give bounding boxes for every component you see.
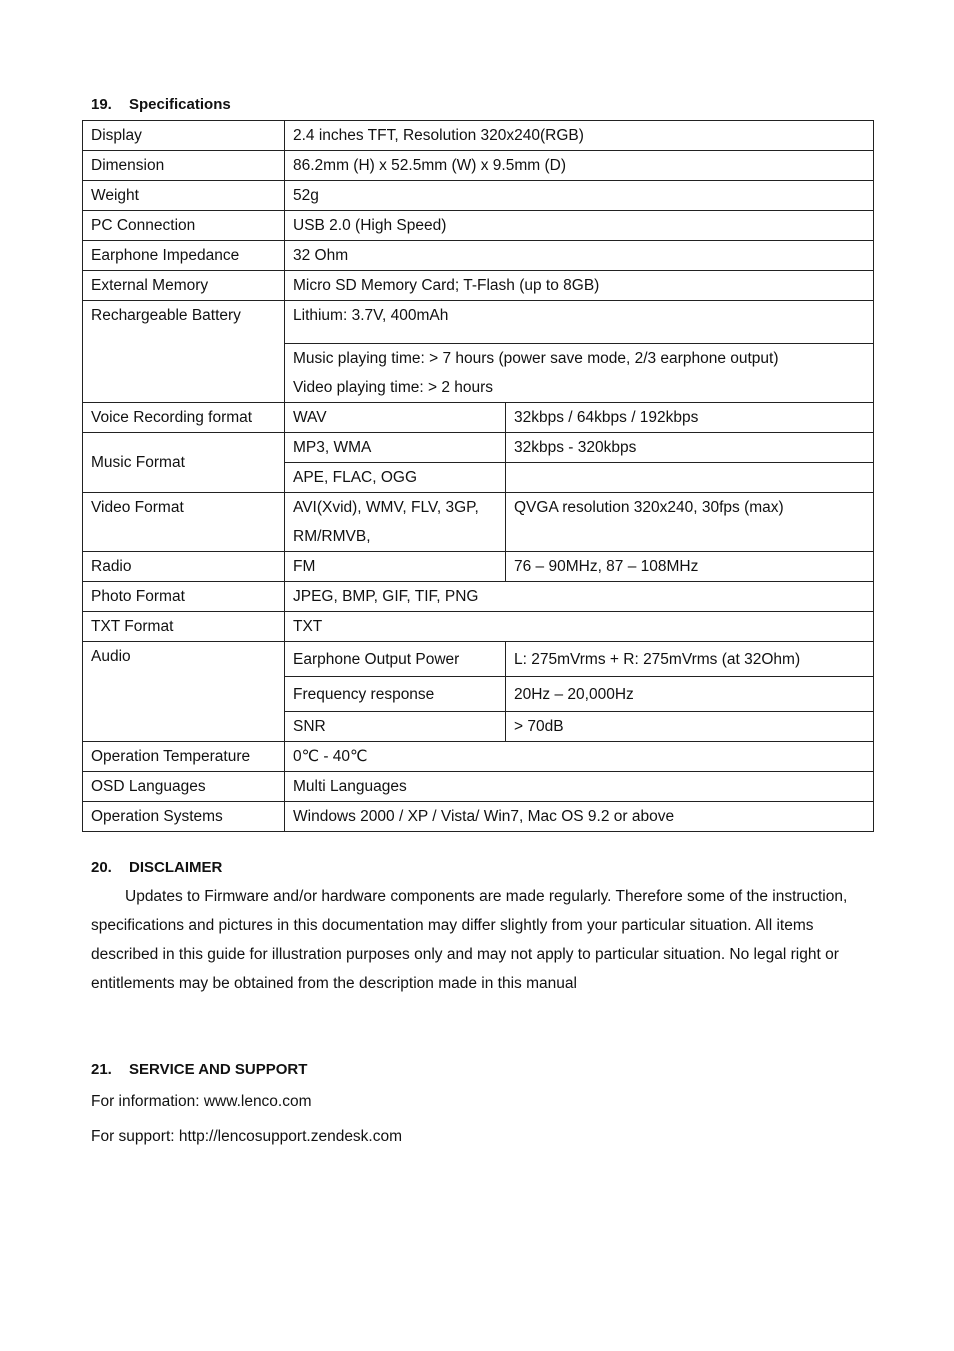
spec-value: Multi Languages	[285, 772, 874, 802]
spec-label: Video Format	[83, 493, 285, 552]
spec-detail: 76 – 90MHz, 87 – 108MHz	[506, 552, 874, 582]
spec-label: Display	[83, 121, 285, 151]
spec-format: APE, FLAC, OGG	[285, 463, 506, 493]
spec-value: 52g	[285, 181, 874, 211]
spec-label: Operation Systems	[83, 802, 285, 832]
spec-label: Operation Temperature	[83, 742, 285, 772]
spec-value: 0℃ - 40℃	[285, 742, 874, 772]
spec-value: Windows 2000 / XP / Vista/ Win7, Mac OS 9.2 or above	[285, 802, 874, 832]
table-row	[83, 772, 874, 802]
spec-value: Micro SD Memory Card; T-Flash (up to 8GB)	[285, 271, 874, 301]
table-row	[83, 151, 874, 181]
section-title: Specifications	[129, 96, 231, 113]
table-row	[83, 552, 874, 582]
section-title: SERVICE AND SUPPORT	[129, 1061, 308, 1078]
table-row	[83, 271, 874, 301]
spec-format: MP3, WMA	[285, 433, 506, 463]
spec-label: Weight	[83, 181, 285, 211]
table-row	[83, 211, 874, 241]
audio-value: > 70dB	[506, 712, 874, 742]
audio-name: SNR	[285, 712, 506, 742]
spec-label: Audio	[83, 642, 285, 742]
table-row	[83, 642, 874, 677]
audio-name: Frequency response	[285, 677, 506, 712]
spec-value: Lithium: 3.7V, 400mAh	[285, 301, 874, 344]
table-row	[83, 493, 874, 552]
table-row	[83, 121, 874, 151]
table-row	[83, 241, 874, 271]
spec-label: Music Format	[83, 433, 285, 493]
section-number: 20.	[91, 859, 112, 876]
music-playing-time: Music playing time: > 7 hours (power save mode, 2/3 earphone output)	[293, 350, 779, 367]
specifications-table	[82, 120, 874, 832]
information-line: For information: www.lenco.com	[91, 1093, 312, 1110]
spec-value: TXT	[285, 612, 874, 642]
spec-value: 2.4 inches TFT, Resolution 320x240(RGB)	[285, 121, 874, 151]
section-number: 21.	[91, 1061, 112, 1078]
table-row	[83, 802, 874, 832]
spec-label: OSD Languages	[83, 772, 285, 802]
spec-label: PC Connection	[83, 211, 285, 241]
audio-name: Earphone Output Power	[285, 642, 506, 677]
spec-label: TXT Format	[83, 612, 285, 642]
specifications-heading	[91, 96, 231, 113]
section-number: 19.	[91, 96, 112, 113]
service-heading	[91, 1061, 307, 1078]
spec-label: Dimension	[83, 151, 285, 181]
spec-detail: 32kbps / 64kbps / 192kbps	[506, 403, 874, 433]
table-row	[83, 181, 874, 211]
spec-value: JPEG, BMP, GIF, TIF, PNG	[285, 582, 874, 612]
spec-format: WAV	[285, 403, 506, 433]
table-row	[83, 403, 874, 433]
table-row	[83, 612, 874, 642]
table-row	[83, 742, 874, 772]
spec-label: Rechargeable Battery	[83, 301, 285, 403]
spec-label: External Memory	[83, 271, 285, 301]
spec-detail: QVGA resolution 320x240, 30fps (max)	[506, 493, 874, 552]
audio-value: 20Hz – 20,000Hz	[506, 677, 874, 712]
spec-value	[285, 344, 874, 403]
disclaimer-heading	[91, 859, 222, 876]
spec-label: Radio	[83, 552, 285, 582]
table-row	[83, 433, 874, 463]
table-row	[83, 301, 874, 344]
spec-value: USB 2.0 (High Speed)	[285, 211, 874, 241]
spec-label: Earphone Impedance	[83, 241, 285, 271]
spec-detail	[506, 463, 874, 493]
spec-format: FM	[285, 552, 506, 582]
spec-format: AVI(Xvid), WMV, FLV, 3GP, RM/RMVB,	[285, 493, 506, 552]
audio-value: L: 275mVrms + R: 275mVrms (at 32Ohm)	[506, 642, 874, 677]
support-line: For support: http://lencosupport.zendesk.com	[91, 1128, 403, 1145]
spec-label: Photo Format	[83, 582, 285, 612]
disclaimer-text: Updates to Firmware and/or hardware components are made regularly. Therefore some of the instruction, specifications and pictures in this documentation may differ slightly from your particular situation. All items described in this guide for illustration purposes only and may not apply to particular situation. No legal right or entitlements may be obtained from the description made in this manual	[91, 888, 848, 992]
disclaimer-paragraph	[91, 882, 876, 998]
table-row	[83, 582, 874, 612]
spec-value: 86.2mm (H) x 52.5mm (W) x 9.5mm (D)	[285, 151, 874, 181]
section-title: DISCLAIMER	[129, 859, 223, 876]
video-playing-time: Video playing time: > 2 hours	[293, 379, 494, 396]
spec-label: Voice Recording format	[83, 403, 285, 433]
spec-value: 32 Ohm	[285, 241, 874, 271]
spec-detail: 32kbps - 320kbps	[506, 433, 874, 463]
